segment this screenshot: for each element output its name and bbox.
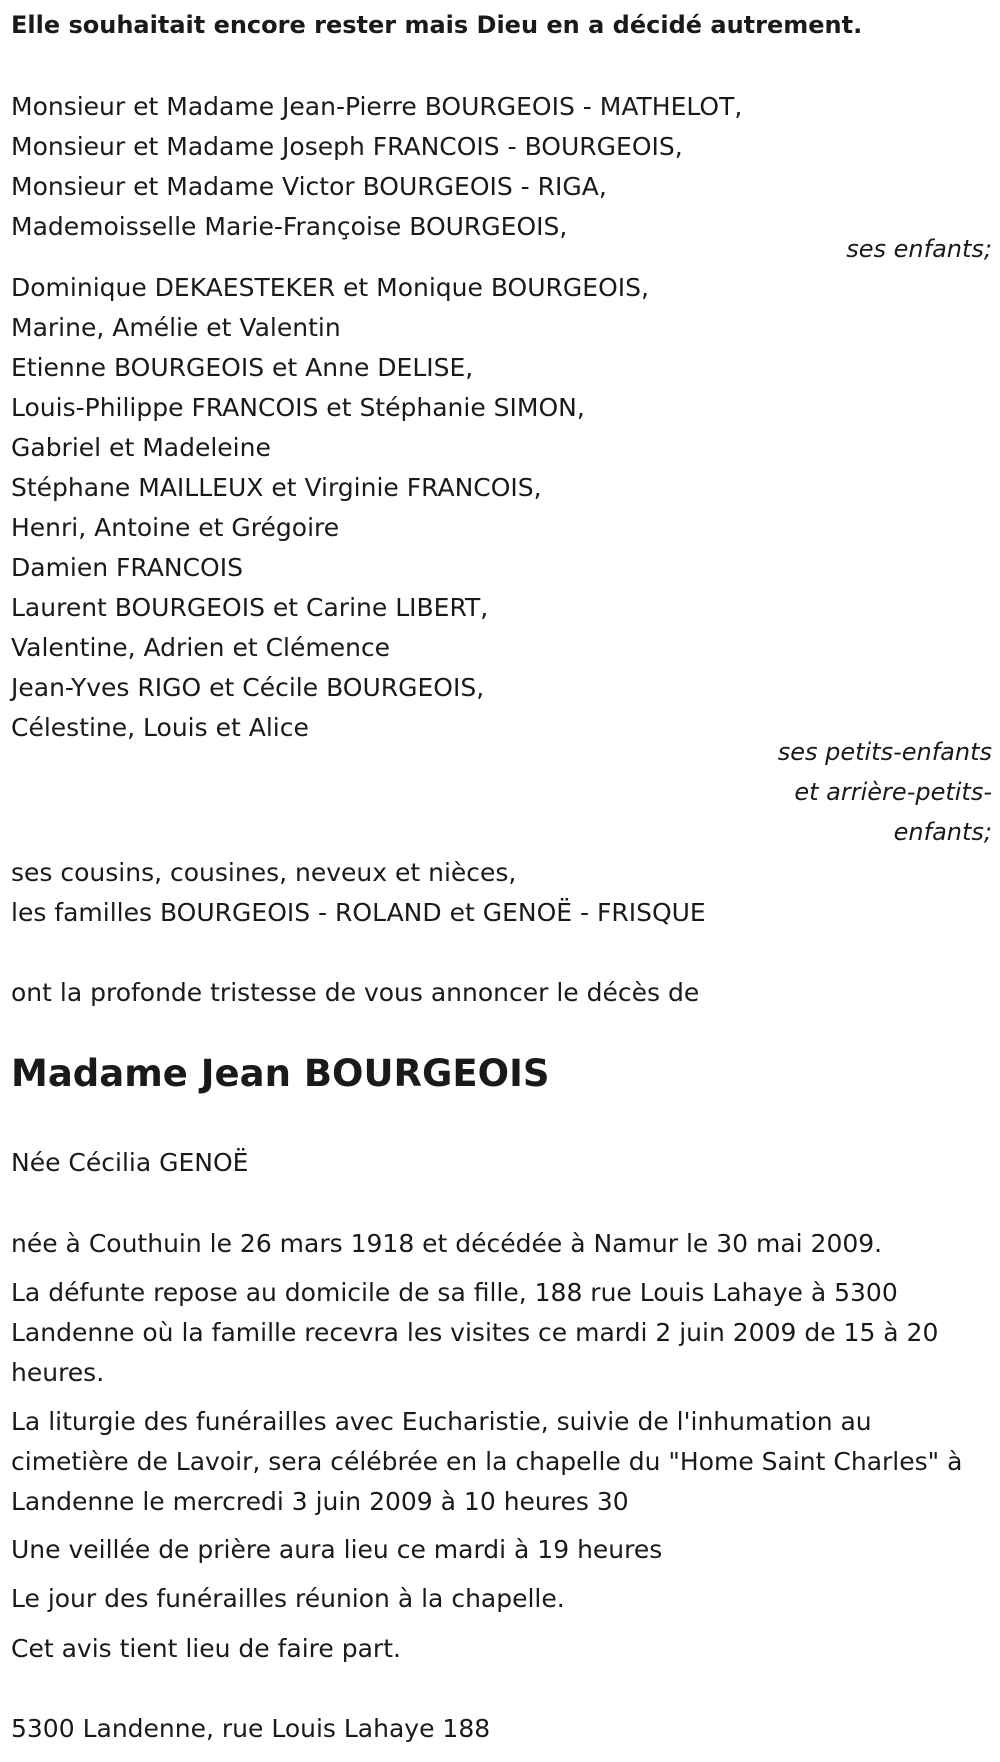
grandchild-line: Louis-Philippe FRANCOIS et Stéphanie SIMON, — [11, 393, 585, 422]
grandchild-line: Damien FRANCOIS — [11, 553, 243, 582]
child-line: Monsieur et Madame Victor BOURGEOIS - RIGA, — [11, 172, 607, 201]
visitation-paragraph: La défunte repose au domicile de sa fille, 188 rue Louis Lahaye à 5300 Landenne où la famille recevra les visites ce mardi 2 juin 2009 de 15 à 20 heures. — [11, 1278, 939, 1387]
deceased-name: Madame Jean BOURGEOIS — [11, 1052, 550, 1095]
grandchild-line: Stéphane MAILLEUX et Virginie FRANCOIS, — [11, 473, 542, 502]
notice-paragraph: Cet avis tient lieu de faire part. — [11, 1634, 401, 1663]
grandchild-line: Gabriel et Madeleine — [11, 433, 271, 462]
child-line: Monsieur et Madame Joseph FRANCOIS - BOURGEOIS, — [11, 132, 683, 161]
relatives-line: les familles BOURGEOIS - ROLAND et GENOË - FRISQUE — [11, 898, 706, 927]
children-list — [11, 87, 991, 247]
address: 5300 Landenne, rue Louis Lahaye 188 — [11, 1714, 491, 1743]
vigil-paragraph: Une veillée de prière aura lieu ce mardi à 19 heures — [11, 1535, 663, 1564]
grandchildren-label-line: enfants; — [893, 818, 992, 846]
announcement-text: ont la profonde tristesse de vous annoncer le décès de — [11, 978, 700, 1007]
relatives-list — [11, 853, 991, 933]
grandchild-line: Henri, Antoine et Grégoire — [11, 513, 340, 542]
grandchildren-label-line: et arrière-petits- — [794, 778, 992, 806]
grandchildren-label — [778, 732, 992, 852]
grandchild-line: Jean-Yves RIGO et Cécile BOURGEOIS, — [11, 673, 485, 702]
funeral-paragraph: La liturgie des funérailles avec Eucharistie, suivie de l'inhumation au cimetière de Lavoir, sera célébrée en la chapelle du "Home Saint Charles" à Landenne le mercredi 3 juin 2009 à 10 heures 30 — [11, 1407, 963, 1516]
grandchild-line: Marine, Amélie et Valentin — [11, 313, 341, 342]
announcement — [11, 973, 991, 1013]
birth-death-paragraph: née à Couthuin le 26 mars 1918 et décédée à Namur le 30 mai 2009. — [11, 1229, 883, 1258]
maiden-name-text: Née Cécilia GENOË — [11, 1148, 249, 1177]
grandchild-line: Valentine, Adrien et Clémence — [11, 633, 391, 662]
grandchild-line: Etienne BOURGEOIS et Anne DELISE, — [11, 353, 474, 382]
grandchild-line: Laurent BOURGEOIS et Carine LIBERT, — [11, 593, 489, 622]
grandchild-line: Célestine, Louis et Alice — [11, 713, 309, 742]
relatives-line: ses cousins, cousines, neveux et nièces, — [11, 858, 517, 887]
children-label: ses enfants; — [846, 235, 992, 263]
grandchild-line: Dominique DEKAESTEKER et Monique BOURGEOIS, — [11, 273, 649, 302]
grandchildren-label-line: ses petits-enfants — [777, 738, 992, 766]
child-line: Monsieur et Madame Jean-Pierre BOURGEOIS - MATHELOT, — [11, 92, 743, 121]
headline: Elle souhaitait encore rester mais Dieu en a décidé autrement. — [11, 11, 863, 39]
grandchildren-list — [11, 268, 991, 748]
maiden-name — [11, 1143, 991, 1183]
child-line: Mademoisselle Marie-Françoise BOURGEOIS, — [11, 212, 568, 241]
reunion-paragraph: Le jour des funérailles réunion à la chapelle. — [11, 1584, 565, 1613]
